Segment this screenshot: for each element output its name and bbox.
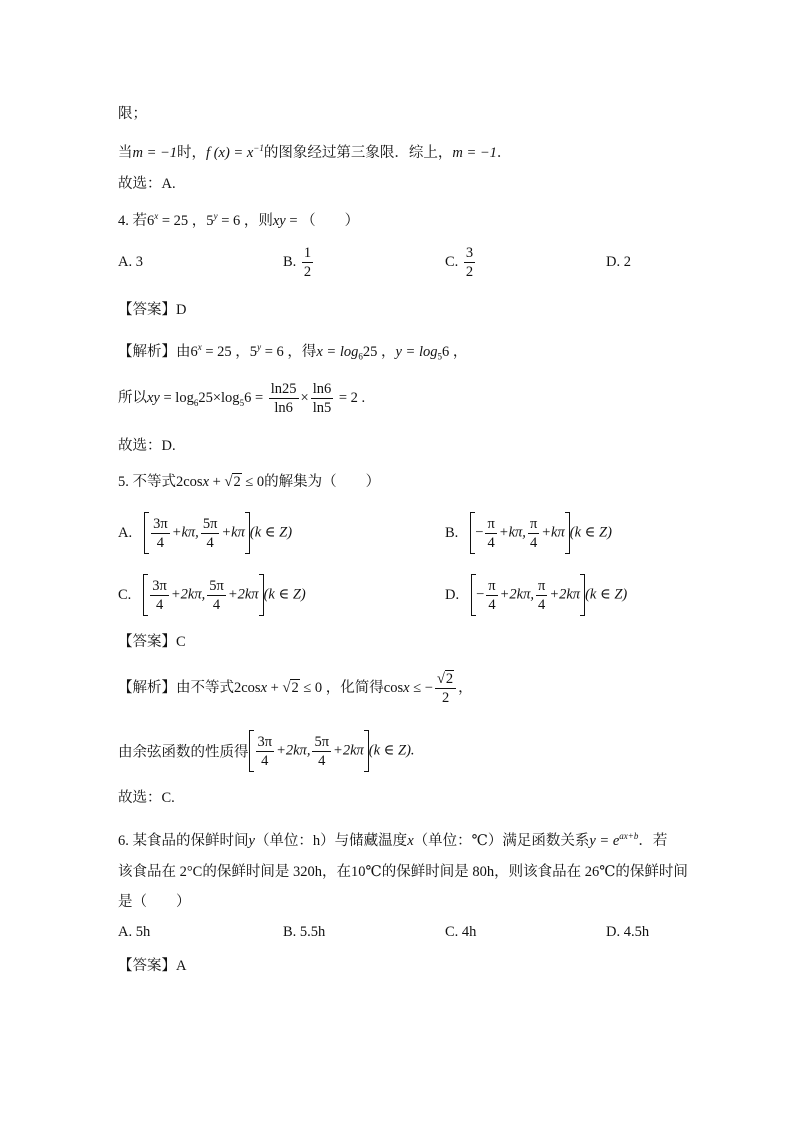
numerator: ln6 xyxy=(312,381,332,398)
sqrt-radicand: 2 xyxy=(233,474,241,490)
math: y = log xyxy=(395,343,438,360)
denominator: 2 xyxy=(465,264,474,280)
q4-option-b xyxy=(283,244,315,281)
denominator: 4 xyxy=(156,534,165,551)
text: （单位：h）与储藏温度 xyxy=(254,832,408,849)
option-text: A. 3 xyxy=(118,254,143,270)
text: 4. 若 xyxy=(118,212,147,229)
q5-option-d xyxy=(445,574,627,616)
option-text: B. 5.5h xyxy=(283,924,326,940)
numerator: 3π xyxy=(153,515,168,532)
text: 的解集为（ ） xyxy=(264,474,381,490)
math: x = log xyxy=(316,343,359,360)
math-sup: −1 xyxy=(253,143,264,153)
fraction xyxy=(528,515,539,552)
math: 2cos xyxy=(234,680,261,696)
text: 的图象经过第三象限．综上， xyxy=(263,144,453,161)
sqrt-sign: √ xyxy=(282,680,291,696)
sqrt-radicand: 2 xyxy=(445,671,454,688)
math: = 2 . xyxy=(338,390,366,406)
denominator: 4 xyxy=(212,596,221,613)
math: +kπ xyxy=(221,524,245,541)
numerator: 3π xyxy=(257,733,273,750)
q6-option-b xyxy=(283,924,325,941)
select-4 xyxy=(118,436,176,456)
text: 【解析】由不等式 xyxy=(118,680,234,696)
numerator: π xyxy=(488,577,496,594)
q4-option-d xyxy=(606,254,631,271)
math: ≤ 0 xyxy=(241,474,265,490)
fraction xyxy=(312,733,331,770)
math: (k ∈ Z). xyxy=(368,742,415,759)
option-label: C. xyxy=(445,254,459,270)
select-5 xyxy=(118,788,175,808)
text: 【解析】由 xyxy=(118,343,191,360)
numerator: 3π xyxy=(152,577,167,594)
text: 故选：D. xyxy=(118,438,176,454)
math: m = −1 xyxy=(132,144,178,161)
fraction xyxy=(201,515,220,552)
math: +kπ, xyxy=(171,524,199,541)
math-sub: 5 xyxy=(437,351,442,362)
numerator: 3 xyxy=(465,245,474,261)
math-sup: x xyxy=(154,211,159,221)
math-sub: 6 xyxy=(358,351,363,362)
denominator: 4 xyxy=(488,596,496,613)
text: 时， xyxy=(177,144,207,161)
text: ≤ 0 ，化简得 xyxy=(299,680,384,696)
solution-4-line2: 所以xy = $\log_625\times\log_56$ = $\frac{\ln 25}{\ln 6}$ × $\frac{\ln 6}{\ln 5}$ = 2 . xyxy=(118,381,366,417)
fraction xyxy=(256,733,275,770)
math: + xyxy=(267,680,283,696)
math-sup: y xyxy=(213,211,218,221)
text: 【答案】C xyxy=(118,634,186,650)
math: +2kπ, xyxy=(170,586,206,603)
text-line xyxy=(118,174,176,194)
q4-option-a xyxy=(118,254,143,271)
math: x xyxy=(403,680,410,696)
denominator: 4 xyxy=(155,596,164,613)
math: x xyxy=(260,680,268,696)
denominator: ln6 xyxy=(274,400,293,417)
option-label: B. xyxy=(283,254,297,270)
denominator: 4 xyxy=(206,534,214,551)
math: +kπ xyxy=(541,524,565,541)
solution-5-line2 xyxy=(118,730,415,772)
option-text: D. 2 xyxy=(606,254,631,270)
denominator: 4 xyxy=(318,752,326,769)
text: ． xyxy=(496,144,512,161)
text: = （ ） xyxy=(285,212,360,229)
option-label: D. xyxy=(445,586,460,603)
text: 所以 xyxy=(118,390,147,406)
math: (k ∈ Z) xyxy=(585,586,628,603)
answer-6 xyxy=(118,956,186,976)
text: = 6 ，得 xyxy=(261,343,317,360)
numerator xyxy=(435,670,456,689)
option-text: A. 5h xyxy=(118,924,151,940)
math: = log xyxy=(159,390,194,406)
denominator: 2 xyxy=(441,690,450,707)
math-sup: ax+b xyxy=(619,831,639,841)
q6-option-a xyxy=(118,924,150,941)
numerator: 5π xyxy=(209,577,224,594)
text: 限； xyxy=(118,106,147,122)
math-sub: 6 xyxy=(193,397,199,408)
math: 2cos xyxy=(176,474,203,490)
text-line xyxy=(118,104,147,124)
text: 5. 不等式 xyxy=(118,474,176,490)
text: 是（ ） xyxy=(118,894,191,910)
fraction xyxy=(269,380,299,417)
option-text: C. 4h xyxy=(445,924,477,940)
math: 25 ， xyxy=(362,343,396,360)
math: m = −1 xyxy=(452,144,497,161)
bracket-left xyxy=(144,512,149,554)
math: (k ∈ Z) xyxy=(263,586,306,603)
q5-option-c xyxy=(118,574,306,616)
text: = 6 ，则 xyxy=(217,212,273,229)
fraction xyxy=(150,577,169,614)
q4-option-c xyxy=(445,244,477,281)
math: x xyxy=(407,832,414,849)
math: 6 xyxy=(190,343,198,360)
option-text: D. 4.5h xyxy=(606,924,650,940)
text: 故选：C. xyxy=(118,790,175,806)
text: 当 xyxy=(118,144,133,161)
question-6-line1 xyxy=(118,826,667,851)
math: ≤ − xyxy=(409,680,433,696)
option-label: A. xyxy=(118,524,133,541)
fraction xyxy=(151,515,170,552)
q6-option-c xyxy=(445,924,476,941)
numerator: π xyxy=(529,515,538,532)
math: x xyxy=(202,474,210,490)
math: 25×log xyxy=(198,390,240,406)
math: − xyxy=(476,586,485,603)
text: ， xyxy=(458,680,473,696)
math: 6 xyxy=(147,212,155,229)
solution-4-line1 xyxy=(118,337,467,367)
math: y = e xyxy=(589,832,620,849)
denominator: 4 xyxy=(261,752,269,769)
text-line xyxy=(118,138,511,163)
math: y xyxy=(248,832,255,849)
math: +2kπ xyxy=(333,742,364,759)
math: 6 = xyxy=(244,390,264,406)
sqrt-radicand: 2 xyxy=(291,680,299,696)
option-label: B. xyxy=(445,524,459,541)
denominator: 2 xyxy=(303,264,312,280)
math: xy xyxy=(147,390,160,406)
sqrt-sign: √ xyxy=(436,671,445,688)
numerator: 1 xyxy=(303,245,312,261)
question-4 xyxy=(118,206,359,231)
numerator: ln25 xyxy=(270,381,297,398)
denominator: 4 xyxy=(487,534,495,551)
math-sub: 5 xyxy=(239,397,245,408)
math: +kπ, xyxy=(498,524,526,541)
math: − xyxy=(475,524,484,541)
math: xy xyxy=(272,212,286,229)
numerator: π xyxy=(538,577,546,594)
bracket-left xyxy=(143,574,148,616)
fraction xyxy=(485,515,496,552)
math: = 25 ，5 xyxy=(201,343,258,360)
math: 6 ， xyxy=(442,343,468,360)
math: +2kπ, xyxy=(276,742,311,759)
fraction xyxy=(536,577,547,614)
answer-4 xyxy=(118,300,186,320)
math: cos xyxy=(383,680,404,696)
math: = 25 ，5 xyxy=(158,212,214,229)
bracket-left xyxy=(249,730,254,772)
math: (k ∈ Z) xyxy=(569,524,612,541)
fraction xyxy=(464,244,475,281)
math: +2kπ xyxy=(549,586,581,603)
text: 由余弦函数的性质得 xyxy=(118,744,249,761)
math: (k ∈ Z) xyxy=(249,524,293,541)
math-sup: y xyxy=(257,342,262,352)
text: ．若 xyxy=(638,832,668,849)
denominator: ln5 xyxy=(312,400,332,417)
answer-5 xyxy=(118,632,186,652)
fraction xyxy=(311,380,334,417)
text: 故选：A. xyxy=(118,176,176,192)
fraction xyxy=(207,577,226,614)
math: f (x) = x xyxy=(206,144,254,161)
text: 【答案】D xyxy=(118,302,187,318)
numerator: 5π xyxy=(314,733,330,750)
numerator: 5π xyxy=(202,515,218,532)
question-6-line2 xyxy=(118,862,688,882)
numerator: π xyxy=(487,515,495,532)
fraction xyxy=(302,244,313,281)
question-5 xyxy=(118,472,380,492)
text: 该食品在 2°C的保鲜时间是 320h，在10℃的保鲜时间是 80h，则该食品在 26℃的保鲜时间 xyxy=(118,864,688,880)
text: 【答案】A xyxy=(118,958,187,974)
q5-option-a xyxy=(118,512,292,554)
fraction xyxy=(435,670,456,707)
text: 6. 某食品的保鲜时间 xyxy=(118,832,249,849)
math: + xyxy=(209,474,225,490)
solution-5-line1 xyxy=(118,668,473,708)
math: +2kπ, xyxy=(499,586,534,603)
math: +2kπ xyxy=(227,586,259,603)
q5-option-b xyxy=(445,512,612,554)
sqrt-sign: √ xyxy=(224,474,233,490)
math-sup: x xyxy=(197,342,202,352)
option-label: C. xyxy=(118,586,132,603)
q6-option-d xyxy=(606,924,649,941)
fraction xyxy=(486,577,497,614)
denominator: 4 xyxy=(538,596,546,613)
text: （单位：℃）满足函数关系 xyxy=(413,832,590,849)
denominator: 4 xyxy=(529,534,538,551)
question-6-line3 xyxy=(118,892,191,912)
